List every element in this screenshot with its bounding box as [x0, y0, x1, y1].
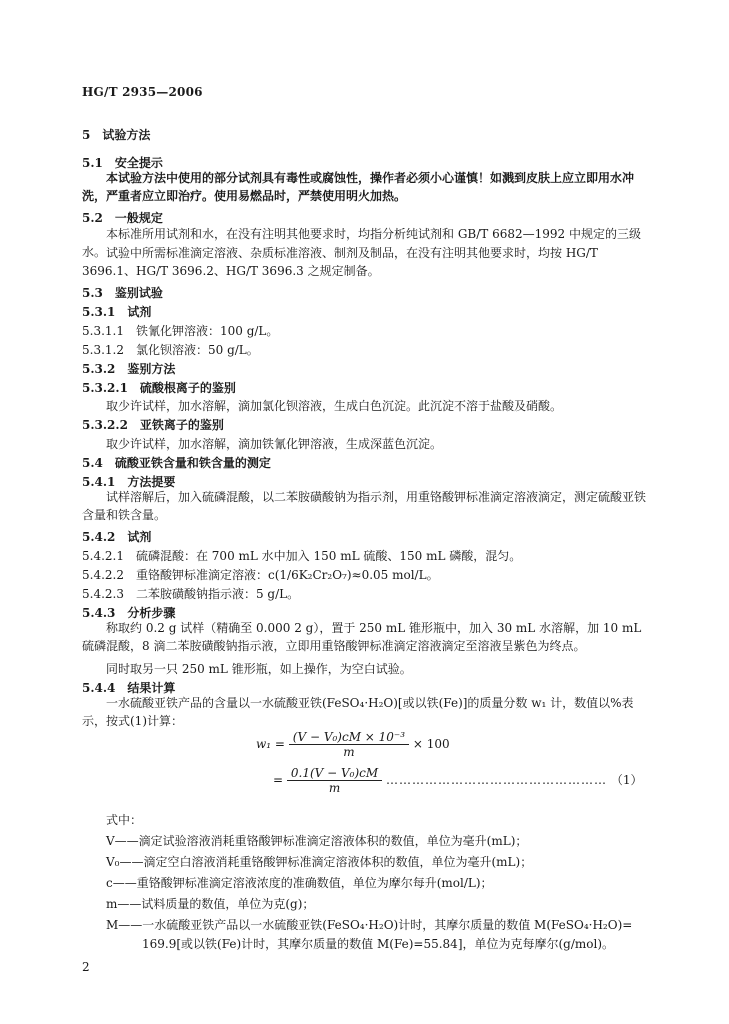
section-5-4-2-3: 5.4.2.3 二苯胺磺酸钠指示液：5 g/L。: [82, 587, 300, 601]
section-5-3-1-2: 5.3.1.2 氯化钡溶液：50 g/L。: [82, 343, 259, 357]
standard-code: HG/T 2935—2006: [82, 85, 203, 99]
section-5-1-heading: 5.1 安全提示: [82, 156, 163, 170]
section-5-4-1-heading: 5.4.1 方法提要: [82, 475, 176, 489]
formula-fraction-2: [287, 766, 382, 795]
formula-line-2: [273, 766, 653, 795]
section-5-3-1-heading: 5.3.1 试剂: [82, 305, 152, 319]
general-paragraph-2: 试验中所需标准滴定溶液、杂质标准溶液、制剂及制品，在没有注明其他要求时，均按 HG/T 3696.1、HG/T 3696.2、HG/T 3696.3 之规定制备。: [82, 246, 598, 278]
section-5-4-2-1: 5.4.2.1 硫磷混酸：在 700 mL 水中加入 150 mL 硫酸、150 mL 磷酸，混匀。: [82, 549, 522, 563]
safety-paragraph: 本试验方法中使用的部分试剂具有毒性或腐蚀性，操作者必须小心谨慎！如溅到皮肤上应立即用水冲洗，严重者应立即治疗。使用易燃品时，严禁使用明火加热。: [82, 171, 635, 203]
formula-fraction-1: [289, 730, 409, 759]
method-summary-paragraph: 试样溶解后，加入硫磷混酸，以二苯胺磺酸钠为指示剂，用重铬酸钾标准滴定溶液滴定，测定硫酸亚铁含量和铁含量。: [82, 490, 647, 522]
formula-equals: =: [273, 773, 284, 787]
formula-denominator-2: m: [328, 781, 341, 795]
where-m: m——试料质量的数值，单位为克(g)；: [106, 897, 315, 911]
where-M-line2: 169.9[或以铁(Fe)计时，其摩尔质量的数值 M(Fe)=55.84]，单位为克每摩尔(g/mol)。: [142, 937, 615, 951]
ferrous-identification-paragraph: 取少许试样，加水溶解，滴加铁氰化钾溶液，生成深蓝色沉淀。: [106, 437, 443, 451]
sulfate-identification-paragraph: 取少许试样，加水溶解，滴加氯化钡溶液，生成白色沉淀。此沉淀不溶于盐酸及硝酸。: [106, 399, 563, 413]
section-5-3-1-1: 5.3.1.1 铁氰化钾溶液：100 g/L。: [82, 324, 279, 338]
where-title: 式中：: [106, 813, 143, 827]
formula-equation-number: （1）: [610, 773, 643, 787]
section-5-4-heading: 5.4 硫酸亚铁含量和铁含量的测定: [82, 456, 271, 470]
formula-numerator-2: 0.1(V − V₀)cM: [287, 766, 382, 781]
where-c: c——重铬酸钾标准滴定溶液浓度的准确数值，单位为摩尔每升(mol/L)；: [106, 876, 493, 890]
section-5-3-2-heading: 5.3.2 鉴别方法: [82, 362, 176, 376]
calculation-paragraph: 一水硫酸亚铁产品的含量以一水硫酸亚铁(FeSO₄·H₂O)[或以铁(Fe)]的质量分数 w₁ 计，数值以%表示，按式(1)计算：: [82, 696, 634, 728]
section-5-heading: 5 试验方法: [82, 128, 151, 142]
general-paragraph-1: 本标准所用试剂和水，在没有注明其他要求时，均指分析纯试剂和 GB/T 6682—1992 中规定的三级水。: [82, 227, 641, 259]
section-5-3-2-1-heading: 5.3.2.1 硫酸根离子的鉴别: [82, 381, 236, 395]
where-M-line1: M——一水硫酸亚铁产品以一水硫酸亚铁(FeSO₄·H₂O)计时，其摩尔质量的数值 M(FeSO₄·H₂O)=: [106, 918, 633, 932]
section-5-4-2-2: 5.4.2.2 重铬酸钾标准滴定溶液：c(1/6K₂Cr₂O₇)≈0.05 mol/L。: [82, 568, 439, 582]
formula-line-1: [256, 730, 450, 759]
page-number: 2: [82, 960, 90, 974]
analysis-steps-paragraph: 称取约 0.2 g 试样（精确至 0.000 2 g），置于 250 mL 锥形瓶中，加入 30 mL 水溶解，加 10 mL 硫磷混酸，8 滴二苯胺磺酸钠指示液，立即用重铬酸钾标准滴定溶液滴定至溶液呈紫色为终点。: [82, 621, 642, 653]
section-5-3-2-2-heading: 5.3.2.2 亚铁离子的鉴别: [82, 418, 224, 432]
formula-leader-dots: ……………………………………………: [386, 773, 607, 787]
formula-times-100: × 100: [412, 737, 450, 751]
where-V: V——滴定试验溶液消耗重铬酸钾标准滴定溶液体积的数值，单位为毫升(mL)；: [106, 834, 528, 848]
formula-numerator-1: (V − V₀)cM × 10⁻³: [289, 730, 409, 745]
section-5-4-3-heading: 5.4.3 分析步骤: [82, 606, 176, 620]
where-V0: V₀——滴定空白溶液消耗重铬酸钾标准滴定溶液体积的数值，单位为毫升(mL)；: [106, 855, 533, 869]
section-5-4-4-heading: 5.4.4 结果计算: [82, 681, 176, 695]
section-5-4-2-heading: 5.4.2 试剂: [82, 530, 152, 544]
formula-lhs: w₁ =: [256, 737, 285, 751]
formula-denominator-1: m: [343, 745, 355, 759]
section-5-3-heading: 5.3 鉴别试验: [82, 286, 163, 300]
blank-test-paragraph: 同时取另一只 250 mL 锥形瓶，如上操作，为空白试验。: [106, 662, 412, 676]
section-5-2-heading: 5.2 一般规定: [82, 211, 163, 225]
